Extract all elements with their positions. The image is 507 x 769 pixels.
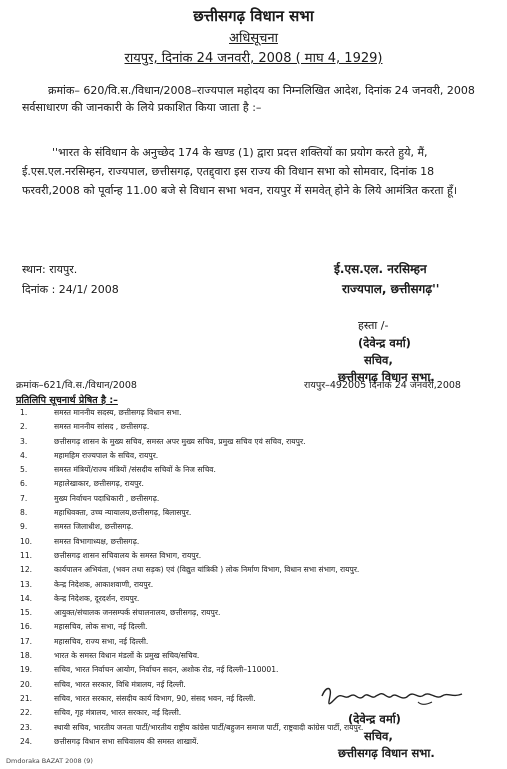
recipient-number: 1. <box>20 408 28 417</box>
handwritten-signature <box>318 682 468 710</box>
recipient-number: 2. <box>20 422 28 432</box>
recipient-row <box>20 520 490 534</box>
recipient-text: समस्त जिलाधीश, छत्तीसगढ़. <box>54 522 134 532</box>
secretary-office-bottom: छत्तीसगढ़ विधान सभा. <box>338 746 435 760</box>
recipient-number: 16. <box>20 622 33 632</box>
recipient-row <box>20 592 490 606</box>
recipient-row <box>20 535 490 549</box>
recipient-number: 23. <box>20 722 33 732</box>
recipient-row <box>20 449 490 463</box>
recipient-number: 24. <box>20 736 33 746</box>
order-paragraph: ''भारत के संविधान के अनुच्छेद 174 के खण्ड (1) द्वारा प्रदत्त शक्तियों का प्रयोग करते हुये, मैं, ई.एस.एल.नरसिम्हन, राज्यपाल, छत्तीसगढ़, एतद्द्वारा इस राज्य की विधान सभा को सोमवार, दिनांक 18 फरवरी,2008 को पूर्वान्ह 11.00 बजे से विधान सभा भवन, रायपुर में समवेत् होने के लिये आमंत्रित करता हूँ। <box>22 146 458 197</box>
recipient-text: सचिव, भारत निर्वाचन आयोग, निर्वाचन सदन, अशोक रोड, नई दिल्ली–110001. <box>54 665 279 675</box>
secretary-designation-bottom: सचिव, <box>364 729 393 743</box>
place-label: स्थान: रायपुर. <box>22 263 78 276</box>
recipient-number: 10. <box>20 536 33 546</box>
recipient-text: महामहिम राज्यपाल के सचिव, रायपुर. <box>54 450 159 460</box>
governor-title: राज्यपाल, छत्तीसगढ़'' <box>342 282 440 296</box>
recipient-number: 14. <box>20 593 33 603</box>
recipient-number: 12. <box>20 565 33 575</box>
date-label: दिनांक : 24/1/ 2008 <box>22 283 119 296</box>
recipient-text: भारत के समस्त विधान मंडलों के प्रमुख सचिव/सचिव. <box>54 651 200 661</box>
governor-name: ई.एस.एल. नरसिम्हन <box>334 262 427 276</box>
recipient-text: केन्द्र निदेशक, आकाशवाणी, रायपुर. <box>54 579 154 589</box>
recipient-text: छत्तीसगढ़ शासन सचिवालय के समस्त विभाग, रायपुर. <box>54 550 202 560</box>
recipient-row <box>20 420 490 434</box>
recipient-row <box>20 721 490 735</box>
recipient-text: कार्यपालन अभियंता, (भवन तथा सड़क) एवं (विद्युत यांत्रिकी ) लोक निर्माण विभाग, विधान सभा संभाग, रायपुर. <box>54 565 360 575</box>
date-line: रायपुर, दिनांक 24 जनवरी, 2008 ( माघ 4, 1929) <box>124 51 383 66</box>
recipient-text: समस्त मंत्रियों/राज्य मंत्रियों /संसदीय सचिवों के निज सचिव. <box>54 465 216 475</box>
recipient-text: महालेखाकार, छत्तीसगढ़, रायपुर. <box>54 479 144 489</box>
recipient-row <box>20 649 490 663</box>
secretary-name-top: (देवेन्द्र वर्मा) <box>358 336 411 350</box>
recipient-row <box>20 563 490 577</box>
recipient-row <box>20 406 490 420</box>
recipient-number: 9. <box>20 522 28 532</box>
recipient-text: केन्द्र निदेशक, दूरदर्शन, रायपुर. <box>54 593 140 603</box>
secretary-office-top: छत्तीसगढ़ विधान सभा. <box>338 370 435 384</box>
assembly-title: छत्तीसगढ़ विधान सभा <box>193 7 314 25</box>
recipient-number: 19. <box>20 665 33 675</box>
recipient-text: महासचिव, लोक सभा, नई दिल्ली. <box>54 622 148 632</box>
recipient-number: 11. <box>20 550 33 560</box>
copy-heading: प्रतिलिपि सूचनार्थ प्रेषित है :– <box>16 395 118 406</box>
recipient-row <box>20 477 490 491</box>
recipient-number: 7. <box>20 493 28 503</box>
recipient-row <box>20 620 490 634</box>
secretary-name-bottom: (देवेन्द्र वर्मा) <box>348 712 401 726</box>
recipient-text: मुख्य निर्वाचन पदाधिकारी , छत्तीसगढ़. <box>54 493 160 503</box>
signed-mark: हस्ता /- <box>358 319 389 332</box>
recipient-number: 18. <box>20 651 33 661</box>
recipient-text: समस्त माननीय सदस्य, छत्तीसगढ़ विधान सभा. <box>54 408 182 417</box>
recipient-number: 22. <box>20 708 33 718</box>
recipient-number: 5. <box>20 465 28 475</box>
intro-paragraph: क्रमांक– 620/वि.स./विधान/2008–राज्यपाल महोदय का निम्नलिखित आदेश, दिनांक 24 जनवरी, 2008 सर्वसाधारण की जानकारी के लिये प्रकाशित किया जाता है :– <box>22 84 475 114</box>
recipient-number: 3. <box>20 436 28 446</box>
recipient-number: 8. <box>20 508 28 518</box>
recipient-row <box>20 549 490 563</box>
recipient-text: समस्त माननीय सांसद , छत्तीसगढ़. <box>54 422 150 432</box>
recipient-number: 15. <box>20 608 33 618</box>
recipient-text: स्थायी सचिव, भारतीय जनता पार्टी/भारतीय राष्ट्रीय कांग्रेस पार्टी/बहुजन समाज पार्टी, राष्ट्रवादी कांग्रेस पार्टी, रायपुर. <box>54 722 364 732</box>
recipient-text: सचिव, भारत सरकार, विधि मंत्रालय, नई दिल्ली. <box>54 679 186 689</box>
recipient-text: महाधिवक्ता, उच्च न्यायालय,छत्तीसगढ़, बिलासपुर. <box>54 508 192 518</box>
recipient-number: 21. <box>20 693 33 703</box>
recipient-number: 13. <box>20 579 33 589</box>
footer-reference: Dmdoraka BAZAT 2008 (9) <box>6 757 93 765</box>
recipient-row <box>20 663 490 677</box>
recipient-text: समस्त विभागाध्यक्ष, छत्तीसगढ़. <box>54 536 140 546</box>
recipient-text: छत्तीसगढ़ विधान सभा सचिवालय की समस्त शाखायें. <box>54 736 199 746</box>
recipient-number: 20. <box>20 679 33 689</box>
recipient-text: आयुक्त/संचालक जनसम्पर्क संचालनालय, छत्तीसगढ़, रायपुर. <box>54 608 221 618</box>
recipient-row <box>20 463 490 477</box>
recipient-text: सचिव, भारत सरकार, संसदीय कार्य विभाग, 90, संसद भवन, नई दिल्ली. <box>54 693 256 703</box>
recipient-row <box>20 506 490 520</box>
recipient-row <box>20 635 490 649</box>
recipient-number: 17. <box>20 636 33 646</box>
recipient-number: 6. <box>20 479 28 489</box>
recipient-row <box>20 606 490 620</box>
copy-reference-date: रायपुर–492005 दिनांक 24 जनवरी,2008 <box>304 380 461 391</box>
recipient-row <box>20 435 490 449</box>
recipient-text: महासचिव, राज्य सभा, नई दिल्ली. <box>54 636 149 646</box>
recipient-text: छत्तीसगढ़ शासन के मुख्य सचिव, समस्त अपर मुख्य सचिव, प्रमुख सचिव एवं सचिव, रायपुर. <box>54 436 306 446</box>
notification-heading: अधिसूचना <box>229 31 278 46</box>
recipient-row <box>20 578 490 592</box>
copy-reference-number: क्रमांक–621/वि.स./विधान/2008 <box>16 380 137 391</box>
recipient-row <box>20 492 490 506</box>
recipient-number: 4. <box>20 450 28 460</box>
recipient-text: सचिव, गृह मंत्रालय, भारत सरकार, नई दिल्ली. <box>54 708 182 718</box>
secretary-designation-top: सचिव, <box>364 353 393 367</box>
